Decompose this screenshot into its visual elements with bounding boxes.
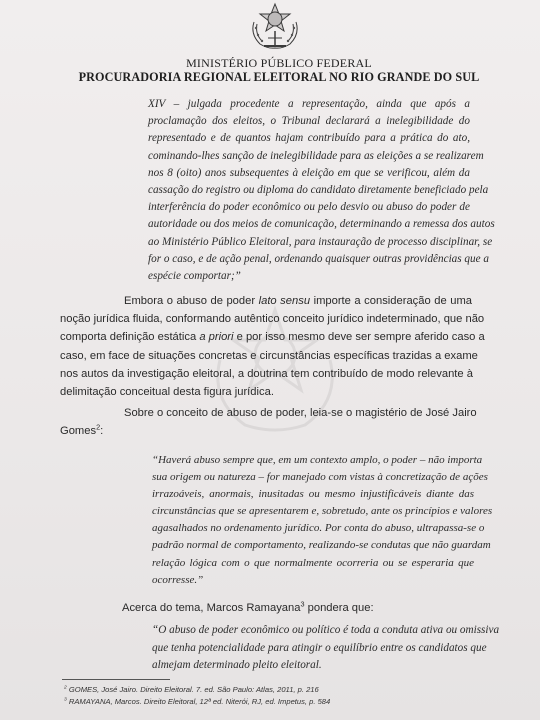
quote-line: nos 8 (oito) anos subsequentes à eleição em que se verificou, além da	[148, 166, 470, 179]
text-run: Embora o abuso de poder	[124, 295, 259, 307]
quote-line: autoridade ou dos meios de comunicação, determinando a remessa dos autos	[148, 218, 495, 231]
doctrine-quote	[152, 452, 493, 589]
paragraph-line: noção jurídica fluida, conformando autêntico conceito jurídico indeterminado, que não	[60, 313, 485, 326]
paragraph-line	[60, 422, 472, 440]
quote-line: interferência do poder econômico ou pelo desvio ou abuso do poder de	[148, 201, 470, 214]
text-run: e por isso mesmo deve ser sempre aferido caso a	[233, 331, 485, 344]
footnote-ref: 2	[96, 422, 101, 432]
text-run: Gomes	[60, 425, 97, 438]
italic-term: a priori	[199, 331, 234, 344]
text-run: importe a consideração de uma	[310, 295, 472, 307]
quote-line: que tenha potencialidade para atingir o equilíbrio entre os candidatos que	[152, 641, 487, 654]
text-run: :	[100, 425, 104, 438]
paragraph-line	[60, 292, 472, 310]
quote-line: cassação do registro ou diploma do candidato diretamente beneficiado pela	[148, 183, 489, 196]
quote-line: representado e de quantos hajam contribuído para a prática do ato,	[148, 132, 470, 145]
paragraph-line: caso, em face de situações concretas e circunstâncias específicas trazidas a exame	[60, 349, 478, 362]
law-quote	[148, 96, 495, 285]
quote-line: relação lógica com o que normalmente ocorreria ou se esperaria que	[152, 556, 474, 569]
quote-line: irrazoáveis, anormais, inusitadas ou mesmo injustificáveis diante das	[152, 488, 474, 501]
footnote-divider	[62, 679, 170, 680]
quote-line: for o caso, e de ação penal, ordenando quaisquer outras providências que a	[148, 252, 489, 265]
footnote-text: GOMES, José Jairo. Direito Eleitoral. 7. ed. São Paulo: Atlas, 2011, p. 216	[68, 685, 319, 694]
paragraph-line	[60, 328, 485, 346]
body-paragraph	[122, 599, 482, 617]
letterhead-office: PROCURADORIA REGIONAL ELEITORAL NO RIO GRANDE DO SUL	[78, 70, 480, 84]
ramayana-quote	[152, 622, 500, 675]
text-run: Acerca do tema, Marcos Ramayana	[122, 602, 301, 614]
quote-line: ao Ministério Público Eleitoral, para instauração de processo disciplinar, se	[148, 235, 493, 248]
quote-line: proclamação dos eleitos, o Tribunal declarará a inelegibilidade do	[148, 115, 470, 128]
paragraph-line: delimitação conceitual desta figura jurídica.	[60, 385, 274, 398]
coat-of-arms-emblem	[246, 0, 304, 52]
italic-term: lato sensu	[258, 295, 311, 307]
quote-line: espécie comportar;”	[148, 269, 241, 282]
text-run: comporta definição estática	[60, 331, 200, 344]
letterhead	[0, 56, 540, 84]
paragraph-line	[122, 599, 482, 617]
quote-line: padrão normal de comportamento, realizando-se condutas que não guardam	[152, 539, 491, 552]
quote-line: sua origem ou natureza – for manejado com vistas à concretização de ações	[152, 471, 488, 484]
footnote	[64, 696, 484, 708]
quote-line: ocorresse.”	[152, 573, 204, 586]
paragraph-line: nos autos da investigação eleitoral, a doutrina tem contribuído de modo relevante à	[60, 367, 473, 380]
footnote-number: 3	[64, 697, 67, 703]
footnote-number: 2	[64, 685, 67, 691]
quote-line: agasalhados no ordenamento jurídico. Por conta do abuso, ultrapassa-se o	[152, 522, 485, 535]
quote-line: “O abuso de poder econômico ou político é toda a conduta ativa ou omissiva	[152, 624, 500, 636]
quote-line: cominando-lhes sanção de inelegibilidade para as eleições a se realizarem	[148, 149, 484, 162]
quote-line: circunstâncias que se apresentarem e, sobretudo, ante os princípios e valores	[152, 505, 493, 518]
footnotes	[64, 684, 484, 708]
body-paragraph	[60, 292, 485, 401]
paragraph-line: Sobre o conceito de abuso de poder, leia-se o magistério de José Jairo	[124, 407, 477, 419]
quote-line: almejam determinado pleito eleitoral.	[152, 659, 322, 671]
quote-line: XIV – julgada procedente a representação, ainda que após a	[148, 98, 470, 110]
quote-line: “Haverá abuso sempre que, em um contexto amplo, o poder – não importa	[152, 454, 483, 466]
text-run: pondera que:	[304, 602, 374, 614]
footnote-ref: 3	[300, 599, 305, 609]
footnote-text: RAMAYANA, Marcos. Direito Eleitoral, 12ª ed. Niterói, RJ, ed. Impetus, p. 584	[68, 697, 331, 706]
letterhead-ministry: MINISTÉRIO PÚBLICO FEDERAL	[186, 56, 372, 70]
body-paragraph	[60, 404, 477, 440]
footnote	[64, 684, 484, 696]
